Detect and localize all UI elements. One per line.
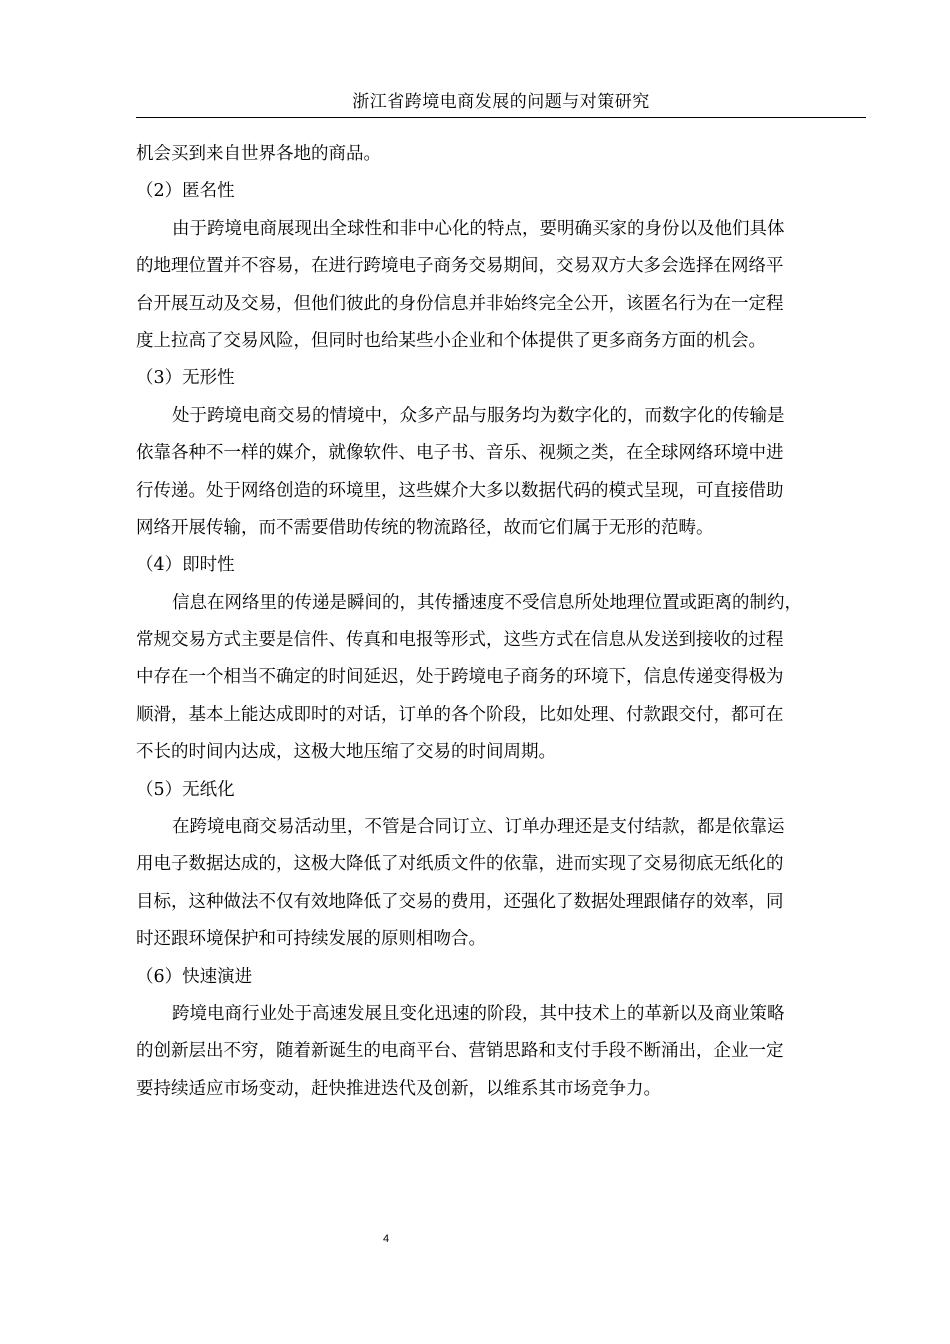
text-line: 台开展互动及交易，但他们彼此的身份信息并非始终完全公开，该匿名行为在一定程 [136, 293, 784, 314]
section-heading-intangibility: （3）无形性 [136, 368, 235, 389]
paragraph-first-line: 处于跨境电商交易的情境中，众多产品与服务均为数字化的，而数字化的传输是 [172, 405, 785, 426]
text-line: 网络开展传输，而不需要借助传统的物流路径，故而它们属于无形的范畴。 [136, 517, 714, 538]
paragraph-first-line: 由于跨境电商展现出全球性和非中心化的特点，要明确买家的身份以及他们具体 [172, 218, 785, 239]
text-line: 的创新层出不穷，随着新诞生的电商平台、营销思路和支付手段不断涌出，企业一定 [136, 1041, 784, 1062]
text-line: 时还跟环境保护和可持续发展的原则相吻合。 [136, 929, 486, 950]
text-line: 依靠各种不一样的媒介，就像软件、电子书、音乐、视频之类，在全球网络环境中进 [136, 443, 784, 464]
text-line: 用电子数据达成的，这极大降低了对纸质文件的依靠，进而实现了交易彻底无纸化的 [136, 854, 784, 875]
text-line: 机会买到来自世界各地的商品。 [136, 144, 381, 164]
text-line: 目标，这种做法不仅有效地降低了交易的费用，还强化了数据处理跟储存的效率，同 [136, 891, 784, 912]
text-line: 行传递。处于网络创造的环境里，这些媒介大多以数据代码的模式呈现，可直接借助 [136, 480, 784, 501]
text-line: 顺滑，基本上能达成即时的对话，订单的各个阶段，比如处理、付款跟交付，都可在 [136, 704, 784, 725]
section-heading-anonymity: （2）匿名性 [136, 181, 235, 202]
text-line: 不长的时间内达成，这极大地压缩了交易的时间周期。 [136, 742, 556, 763]
paragraph-first-line: 跨境电商行业处于高速发展且变化迅速的阶段，其中技术上的革新以及商业策略 [172, 1003, 785, 1024]
paragraph-first-line: 在跨境电商交易活动里，不管是合同订立、订单办理还是支付结款，都是依靠运 [172, 817, 785, 838]
text-line: 度上拉高了交易风险，但同时也给某些小企业和个体提供了更多商务方面的机会。 [136, 330, 766, 351]
text-line: 中存在一个相当不确定的时间延迟，处于跨境电子商务的环境下，信息传递变得极为 [136, 667, 784, 688]
running-header [136, 88, 866, 118]
text-line: 常规交易方式主要是信件、传真和电报等形式，这些方式在信息从发送到接收的过程 [136, 630, 784, 651]
section-heading-rapid-evolution: （6）快速演进 [136, 966, 253, 987]
text-line: 要持续适应市场变动，赶快推进迭代及创新，以维系其市场竞争力。 [136, 1078, 661, 1099]
paragraph-first-line: 信息在网络里的传递是瞬间的，其传播速度不受信息所处地理位置或距离的制约， [172, 592, 802, 613]
page-number: 4 [382, 1233, 390, 1245]
header-title: 浙江省跨境电商发展的问题与对策研究 [352, 92, 650, 112]
text-line: 的地理位置并不容易，在进行跨境电子商务交易期间，交易双方大多会选择在网络平 [136, 256, 784, 277]
body-text [136, 136, 858, 1108]
section-heading-paperless: （5）无纸化 [136, 779, 235, 800]
section-heading-immediacy: （4）即时性 [136, 555, 235, 576]
